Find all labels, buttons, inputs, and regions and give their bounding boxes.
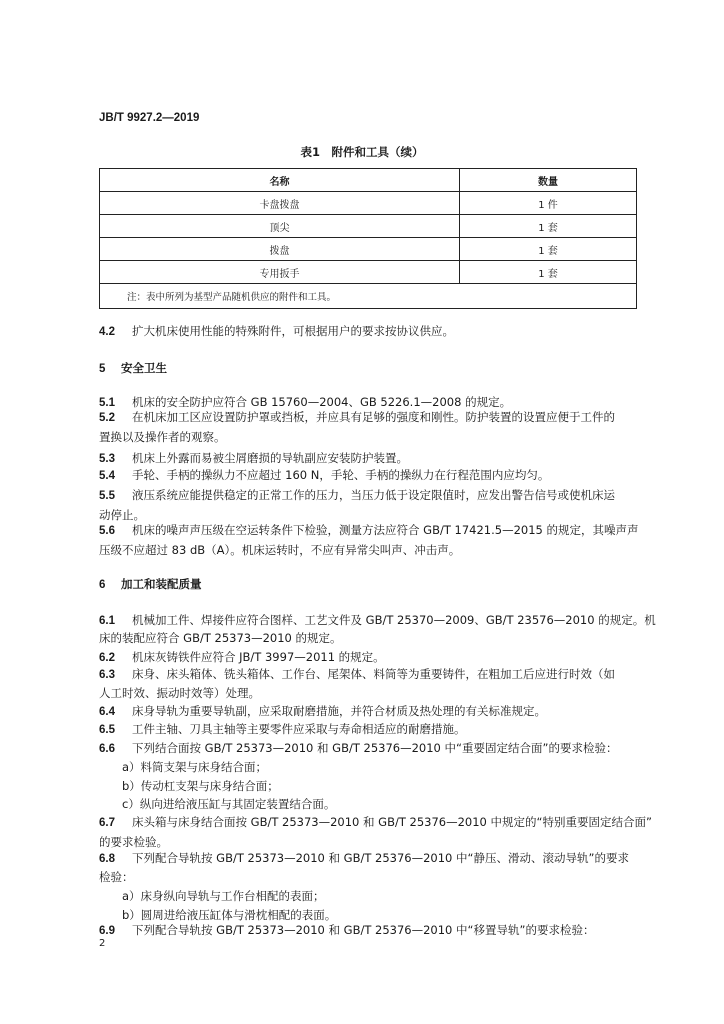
- cell-quantity: 1 套: [460, 261, 637, 284]
- clause-text: 置换以及操作者的观察。: [99, 430, 226, 444]
- clause-text: 机床的安全防护应符合 GB 15760—2004、GB 5226.1—2008 的规定。: [132, 395, 512, 409]
- clause-number: 5: [99, 363, 106, 375]
- clause-line: [99, 815, 652, 830]
- section-heading: [99, 577, 202, 592]
- list-item: [122, 779, 279, 793]
- table-note: 注：表中所列为基型产品随机供应的附件和工具。: [100, 284, 637, 309]
- clause-text: b）圆周进给液压缸体与滑枕相配的表面。: [122, 908, 337, 922]
- clause-text: 工件主轴、刀具主轴等主要零件应采取与寿命相适应的耐磨措施。: [132, 722, 466, 736]
- table-title: 表1 附件和工具（续）: [300, 145, 424, 159]
- cell-name: 卡盘拨盘: [100, 192, 460, 215]
- clause-line: [99, 410, 615, 425]
- clause-line: [99, 523, 639, 538]
- list-item: [122, 797, 335, 811]
- clause-line: [99, 686, 260, 700]
- clause-text: 机床灰铸铁件应符合 JB/T 3997—2011 的规定。: [132, 650, 385, 664]
- clause-text: 下列配合导轨按 GB/T 25373—2010 和 GB/T 25376—2010 中“移置导轨”的要求检验：: [132, 923, 595, 937]
- clause-text: 的要求检验。: [99, 835, 168, 849]
- clause-text: 人工时效、振动时效等）处理。: [99, 686, 260, 700]
- clause-text: 床头箱与床身结合面按 GB/T 25373—2010 和 GB/T 25376—2010 中规定的“特别重要固定结合面”: [132, 815, 652, 829]
- cell-quantity: 1 件: [460, 192, 637, 215]
- clause-text: 下列结合面按 GB/T 25373—2010 和 GB/T 25376—2010 中“重要固定结合面”的要求检验：: [132, 741, 618, 755]
- clause-number: 6: [99, 579, 106, 591]
- clause-number: 6.5: [99, 724, 115, 736]
- clause-text: a）床身纵向导轨与工作台相配的表面；: [122, 889, 325, 903]
- cell-name: 拨盘: [100, 238, 460, 261]
- table-row: [100, 238, 637, 261]
- clause-text: c）纵向进给液压缸与其固定装置结合面。: [122, 797, 336, 811]
- list-item: [122, 760, 267, 774]
- clause-text: 手轮、手柄的操纵力不应超过 160 N，手轮、手柄的操纵力在行程范围内应均匀。: [132, 468, 550, 482]
- clause-line: [99, 870, 134, 884]
- clause-line: [99, 468, 549, 483]
- clause-line: [99, 508, 145, 522]
- clause-text: 在机床加工区应设置防护罩或挡板，并应具有足够的强度和刚性。防护装置的设置应便于工件的: [132, 410, 615, 424]
- clause-line: [99, 704, 546, 719]
- clause-number: 6.8: [99, 853, 115, 865]
- clause-text: 压级不应超过 83 dB（A）。机床运转时，不应有异常尖叫声、冲击声。: [99, 543, 461, 557]
- clause-line: [99, 395, 511, 410]
- section-heading: [99, 361, 167, 376]
- clause-number: 6.4: [99, 706, 115, 718]
- list-item: [122, 908, 336, 922]
- clause-number: 6.6: [99, 743, 115, 755]
- clause-number: 6.3: [99, 669, 115, 681]
- clause-line: [99, 923, 594, 938]
- clause-text: 下列配合导轨按 GB/T 25373—2010 和 GB/T 25376—2010 中“静压、滑动、滚动导轨”的要求: [132, 851, 629, 865]
- list-item: [122, 889, 325, 903]
- clause-line: [99, 451, 408, 466]
- clause-number: 5.4: [99, 470, 115, 482]
- heading-text: 加工和装配质量: [121, 577, 202, 591]
- table-note-row: [100, 284, 637, 309]
- clause-number: 5.5: [99, 490, 115, 502]
- clause-line: [99, 430, 226, 444]
- clause-number: 6.1: [99, 615, 115, 627]
- clause-line: [99, 613, 656, 628]
- clause-number: 6.9: [99, 925, 115, 937]
- column-header-quantity: 数量: [460, 169, 637, 192]
- clause-text: 床身导轨为重要导轨副，应采取耐磨措施，并符合材质及热处理的有关标准规定。: [132, 704, 546, 718]
- clause-line: [99, 667, 615, 682]
- clause-number: 6.2: [99, 652, 115, 664]
- clause-text: b）传动杠支架与床身结合面；: [122, 779, 279, 793]
- clause-line: [99, 543, 460, 557]
- clause-text: a）料筒支架与床身结合面；: [122, 760, 268, 774]
- table-row: [100, 261, 637, 284]
- clause-text: 床的装配应符合 GB/T 25373—2010 的规定。: [99, 631, 342, 645]
- clause-line: [99, 631, 342, 645]
- clause-line: [99, 722, 466, 737]
- clause-text: 机床上外露而易被尘屑磨损的导轨副应安装防护装置。: [132, 451, 408, 465]
- clause-line: [99, 835, 168, 849]
- column-header-name: 名称: [100, 169, 460, 192]
- clause-text: 液压系统应能提供稳定的正常工作的压力，当压力低于设定限值时，应发出警告信号或使机床运: [132, 488, 615, 502]
- clause-number: 5.6: [99, 525, 115, 537]
- clause-line: [99, 851, 629, 866]
- cell-quantity: 1 套: [460, 215, 637, 238]
- cell-quantity: 1 套: [460, 238, 637, 261]
- clause-line: [99, 324, 454, 339]
- clause-number: 5.3: [99, 453, 115, 465]
- accessories-table: [99, 168, 637, 309]
- clause-text: 机床的噪声声压级在空运转条件下检验，测量方法应符合 GB/T 17421.5—2015 的规定，其噪声声: [132, 523, 639, 537]
- table-row: [100, 215, 637, 238]
- cell-name: 顶尖: [100, 215, 460, 238]
- table-row: [100, 192, 637, 215]
- clause-text: 机械加工件、焊接件应符合图样、工艺文件及 GB/T 25370—2009、GB/T 23576—2010 的规定。机: [132, 613, 656, 627]
- clause-text: 床身、床头箱体、铣头箱体、工作台、尾架体、料筒等为重要铸件，在粗加工后应进行时效（如: [132, 667, 615, 681]
- table-header-row: [100, 169, 637, 192]
- clause-line: [99, 488, 615, 503]
- page-number: 2: [99, 938, 106, 949]
- clause-line: [99, 741, 617, 756]
- clause-number: 5.1: [99, 397, 115, 409]
- clause-number: 6.7: [99, 817, 115, 829]
- clause-line: [99, 650, 385, 665]
- clause-text: 扩大机床使用性能的特殊附件，可根据用户的要求按协议供应。: [132, 324, 454, 338]
- heading-text: 安全卫生: [121, 361, 167, 375]
- standard-number: JB/T 9927.2—2019: [99, 112, 200, 124]
- clause-number: 5.2: [99, 412, 115, 424]
- clause-number: 4.2: [99, 326, 115, 338]
- clause-text: 检验：: [99, 870, 134, 884]
- clause-text: 动停止。: [99, 508, 145, 522]
- cell-name: 专用扳手: [100, 261, 460, 284]
